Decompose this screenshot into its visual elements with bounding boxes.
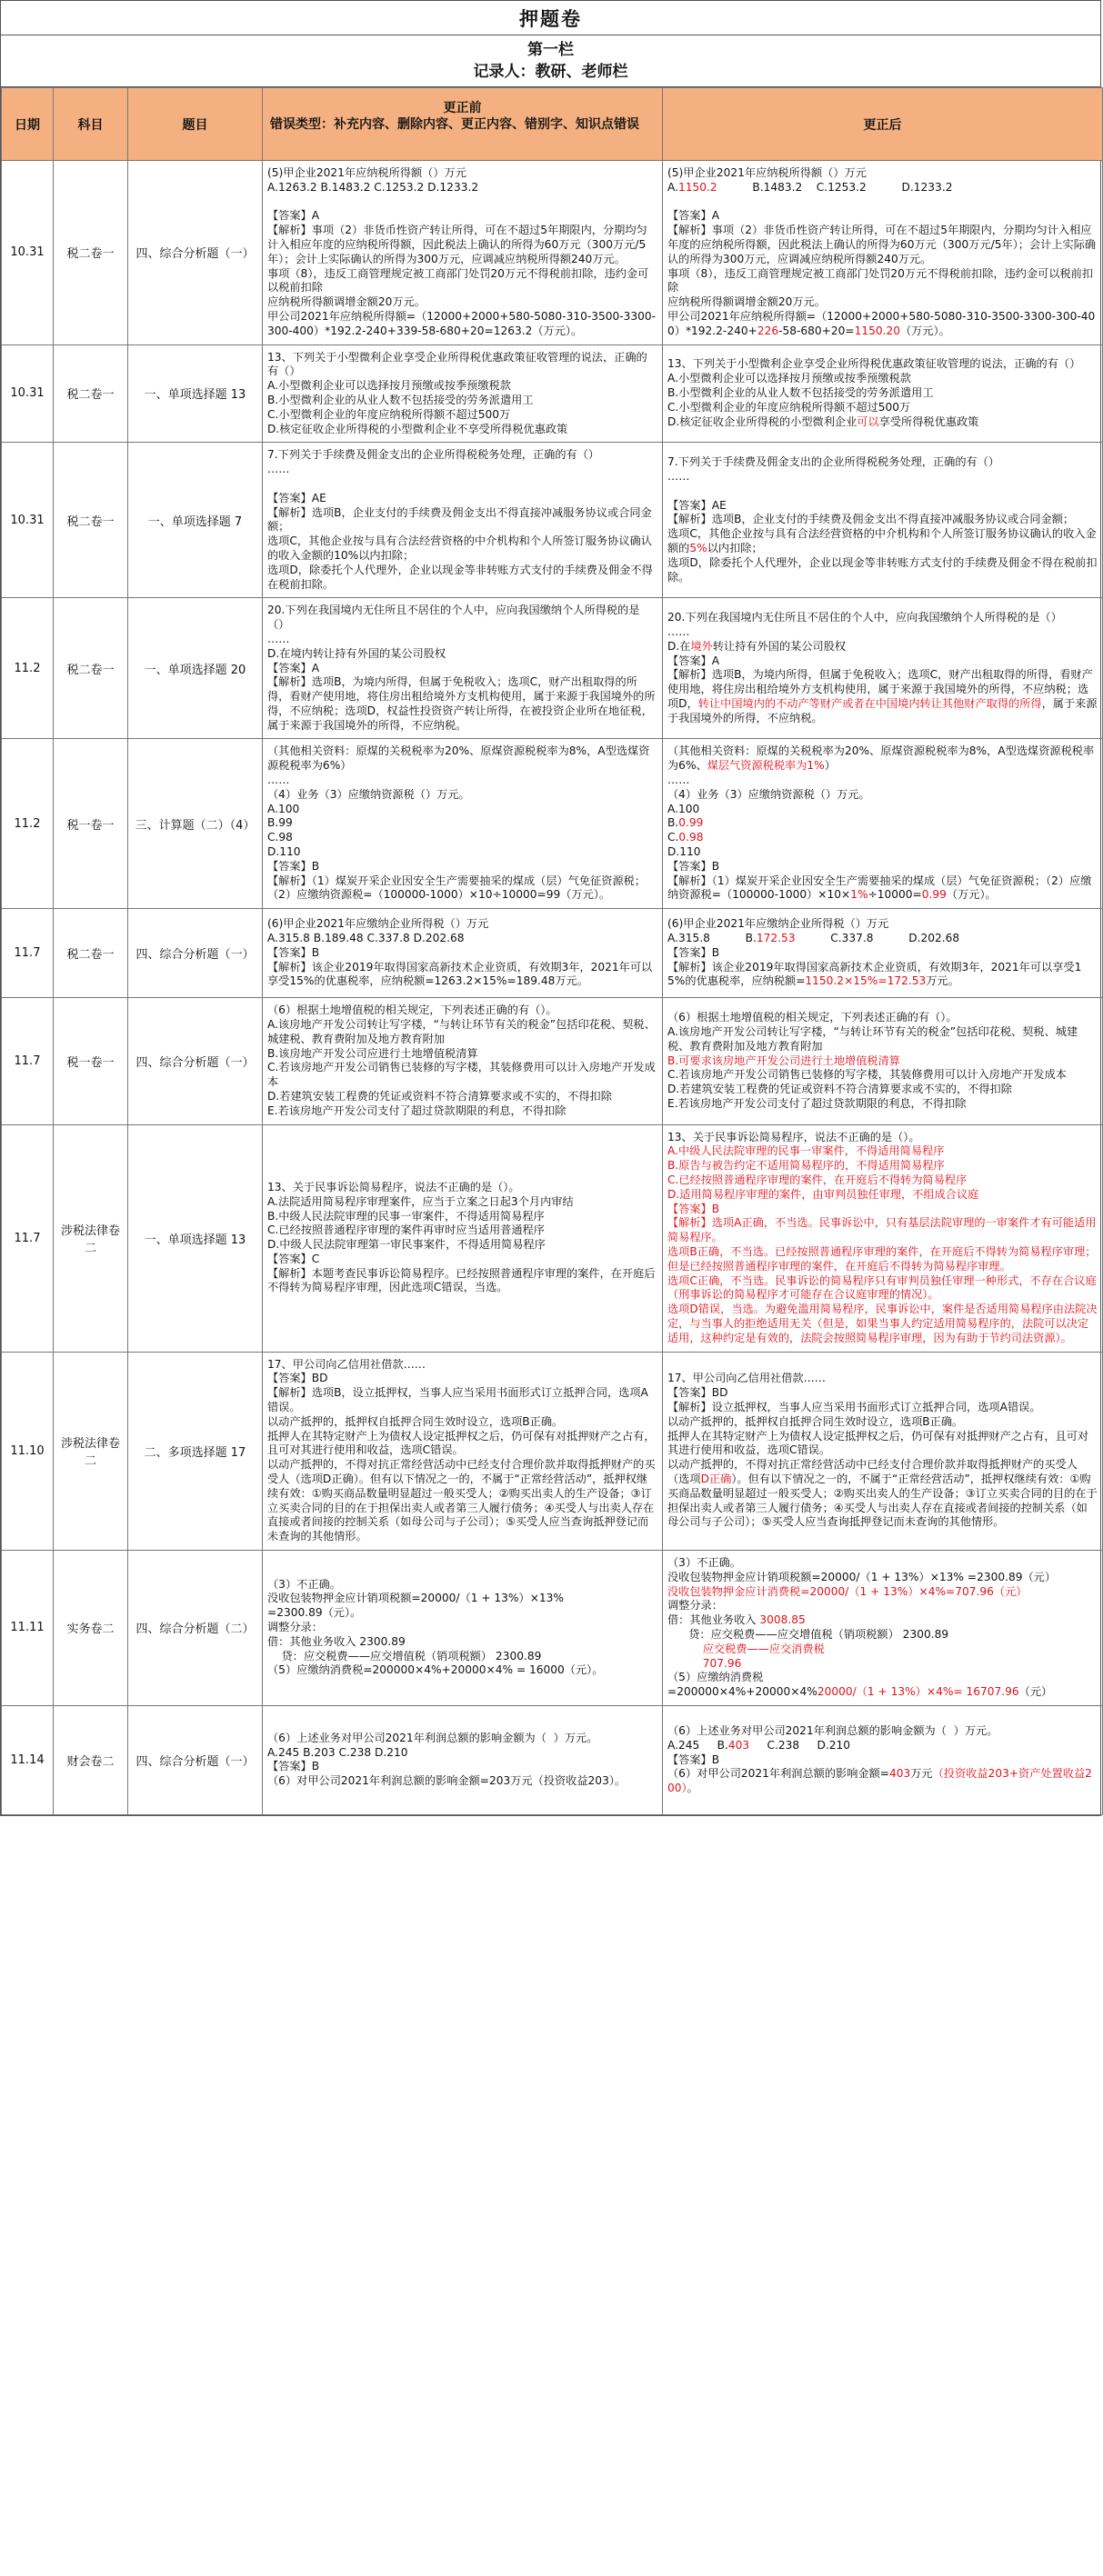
cell-date: 11.2 (2, 598, 54, 739)
text-segment: （6）根据土地增值税的相关规定，下列表述正确的有（）。 A.该房地产开发公司转让写字楼，“与转让环节有关的税金”包括印花税、契税、城建税、教育费附加及地方教育附加 B.该房地产开发公司应进行土地增值税清算 C.若该房地产开发公司销售已装修的写字楼，其装修费用可以计入房地产开发成本 D.若建筑安装工程费的凭证或资料不符合清算要求或不实的，不得扣除 E.若该房地产开发公司支付了超过贷款期限的利息，不得扣除 (267, 1003, 656, 1117)
highlighted-text: 应交税费——应交消费税 707.96 (702, 1642, 825, 1670)
cell-before (263, 161, 663, 345)
cell-date: 11.10 (2, 1352, 54, 1550)
text-segment: （6）上述业务对甲公司2021年利润总额的影响金额为（ ）万元。 A.245 B.203 C.238 D.210 【答案】B （6）对甲公司2021年利润总额的影响金额=203万元（投资收益203）。 (267, 1731, 627, 1788)
highlighted-text: 煤层气资源税税率为1% (707, 759, 825, 773)
recorder-label: 记录人：教研、老师栏 (473, 63, 628, 81)
text-segment: 7.下列关于手续费及佣金支出的企业所得税税务处理，正确的有（） …… 【答案】AE 【解析】选项B，企业支付的手续费及佣金支出不得直接冲减服务协议或合同金额； 选项C，其他企业按与具有合法经营资格的中介机构和个人所签订服务协议确认的收入金额的10%以内扣除； 选项D，除委托个人代理外，企业以现金等非转账方式支付的手续费及佣金不得在税前扣除。 (267, 448, 653, 591)
text-segment: ）。但有以下情况之一的，不属于“正常经营活动”，抵押权继续有效：①购买商品数量明显超过一般买受人；②购买出卖人的生产设备；③订立买卖合同的目的在于担保出卖人或者第三人履行债务；④买受人与出卖人存在直接或者间接的控制关系（如母公司与子公司）；⑤买受人应当查询抵押登记而未查询的其他情形。 (667, 1472, 1098, 1529)
cell-before (263, 1705, 663, 1814)
text-segment: (6)甲企业2021年应缴纳企业所得税（）万元 A.315.8 B. (667, 917, 889, 945)
cell-question: 四、综合分析题（一） (128, 998, 263, 1124)
cell-question: 一、单项选择题 20 (128, 598, 263, 739)
highlighted-text: 0.99 (921, 888, 947, 902)
text-segment: 调整分录： 借：其他业务收入 (667, 1599, 757, 1627)
text-segment: 万元 (910, 1767, 933, 1781)
highlighted-text: 5% (689, 542, 707, 555)
text-segment: （元） (1018, 1685, 1053, 1699)
doc-title: 押题卷 (1, 1, 1100, 35)
cell-question: 四、综合分析题（一） (128, 909, 263, 998)
text-segment: 以内扣除； 选项D，除委托个人代理外，企业以现金等非转账方式支付的手续费及佣金不得在税前扣除。 (667, 542, 1098, 584)
table-row (2, 1352, 1103, 1550)
highlighted-text: （投资收益203+资产处置收益200） (667, 1767, 1092, 1795)
cell-after (663, 1550, 1103, 1705)
text-segment: 转让持有外国的某公司股权 【答案】A 【解析】选项B，为境内所得，但属于免税收入；选项C，财产出租取得的所得，看财产使用地，将住房出租给境外方支机构使用，属于来源于我国境外的所得，不应纳税；选项D， (667, 639, 1093, 710)
text-segment: 17、甲公司向乙信用社借款…… 【答案】BD 【解析】选项B，设立抵押权，当事人应当采用书面形式订立抵押合同，选项A错误。 以动产抵押的，抵押权自抵押合同生效时设立，选项B正确。 抵押人在其特定财产上为债权人设定抵押权之后，仍可保有对抵押财产之占有，且可对其进行使用和收益，选项C错误。 以动产抵押的，不得对抗正常经营活动中已经支付合理价款并取得抵押财产的买受人（选项D正确）。但有以下情况之一的，不属于“正常经营活动”，抵押权继续有效：①购买商品数量明显超过一般买受人；②购买出卖人的生产设备；③订立买卖合同的目的在于担保出卖人或者第三人履行债务；④买受人与出卖人存在直接或者间接的控制关系（如母公司与子公司）；⑤买受人应当查询抵押登记而未查询的其他情形。 (267, 1357, 656, 1543)
cell-before (263, 344, 663, 443)
cell-question: 三、计算题（二）（4） (128, 739, 263, 909)
cell-question: 一、单项选择题 13 (128, 344, 263, 443)
highlighted-text: 转让中国境内的不动产等财产或者在中国境内转让其他财产取得的所得 (697, 696, 1042, 710)
header-question: 题目 (128, 88, 263, 161)
cell-date: 11.7 (2, 998, 54, 1124)
highlighted-text: 3008.85 (759, 1613, 806, 1627)
text-segment: (5)甲企业2021年应纳税所得额（）万元 A. (667, 166, 867, 194)
cell-subject: 税一卷一 (54, 998, 128, 1124)
cell-before (263, 443, 663, 598)
cell-date: 11.11 (2, 1550, 54, 1705)
cell-before (263, 739, 663, 909)
header-after: 更正后 (663, 88, 1103, 161)
header-before-types: 错误类型：补充内容、删除内容、更正内容、错别字、知识点错误 (270, 116, 639, 132)
text-segment: -58-680+20= (778, 324, 855, 337)
text-segment: （5）应缴纳消费税 =200000×4%+20000×4% (667, 1671, 817, 1699)
header-subject: 科目 (54, 88, 128, 161)
highlighted-text: 403 (888, 1767, 911, 1781)
cell-date: 10.31 (2, 443, 54, 598)
table-row (2, 739, 1103, 909)
highlighted-text: 403 (727, 1738, 750, 1752)
text-segment: (6)甲企业2021年应缴纳企业所得税（）万元 A.315.8 B.189.48 C.337.8 D.202.68 【答案】B 【解析】该企业2019年取得国家高新技术企业资质，有效期3年，2021年可以享受15%的优惠税率，应纳税额=1263.2×15%=189.48万元。 (267, 917, 653, 988)
text-segment: C. (667, 831, 679, 844)
cell-before (263, 598, 663, 739)
cell-question: 一、单项选择题 13 (128, 1124, 263, 1352)
cell-subject: 涉税法律卷二 (54, 1124, 128, 1352)
text-segment: ） …… （4）业务（3）应缴纳资源税（）万元。 A.100 B. (667, 759, 870, 830)
text-segment: 贷：应交税费——应交增值税（销项税额） 2300.89 (688, 1627, 949, 1641)
text-segment: 万元。 (926, 974, 959, 988)
table-header-row (2, 88, 1103, 161)
highlighted-text: A.中级人民法院审理的民事一审案件，不得适用简易程序 B.原告与被告约定不适用简易程序的，不得适用简易程序 C.已经按照普通程序审理的案件，在开庭后不得转为简易程序 D.适用简易程序审理的案件，由审判员独任审理，不组成合议庭 【答案】B 【解析】选项A正确，不当选。民事诉讼中，只有基层法院审理的一审案件才有可能适用简易程序。 选项B正确，不当选。已经按照普通程序审理的案件，在开庭后不得转为简易程序审理；但是已经按照普通程序审理的案件，在开庭后不得转为简易程序审理。 选项C正确，不当选。民事诉讼的简易程序只有审判员独任审理一种形式，不存在合议庭（刑事诉讼的简易程序才可能存在合议庭审理的情况）。 选项D错误，当选。为避免滥用简易程序，民事诉讼中，案件是否适用简易程序由法院决定，与当事人的拒绝适用无关（但是，如果当事人约定适用简易程序的，法院可以决定适用，这种约定是有效的，法院会按照简易程序审理，因为有助于节约司法资源）。 (667, 1144, 1098, 1344)
cell-before (263, 1352, 663, 1550)
header-before (263, 88, 663, 161)
cell-before (263, 1550, 663, 1705)
highlighted-text: 0.99 (678, 816, 704, 830)
highlighted-text: 1150.2×15%=172.53 (805, 974, 927, 988)
cell-subject: 实务卷二 (54, 1550, 128, 1705)
text-segment: 。 (687, 1782, 698, 1795)
header-date: 日期 (2, 88, 54, 161)
highlighted-text: 没收包装物押金应计消费税=20000/（1 + 13%）×4%=707.96（元） (667, 1584, 1028, 1598)
cell-subject: 税二卷一 (54, 909, 128, 998)
cell-after (663, 1352, 1103, 1550)
highlighted-text: 0.98 (678, 831, 704, 844)
highlighted-text: 可以 (857, 414, 879, 428)
cell-date: 10.31 (2, 344, 54, 443)
header-before-title: 更正前 (443, 100, 482, 115)
table-row (2, 1124, 1103, 1352)
highlighted-text: D正确 (700, 1472, 732, 1485)
cell-question: 一、单项选择题 7 (128, 443, 263, 598)
text-segment: 13、下列关于小型微利企业享受企业所得税优惠政策征收管理的说法，正确的有（） A.小型微利企业可以选择按月预缴或按季预缴税款 B.小型微利企业的从业人数不包括接受的劳务派遣用工 C.小型微利企业的年度应纳税所得额不超过500万 D.核定征收企业所得税的小型微利企业不享受所得税优惠政策 (267, 350, 647, 435)
highlighted-text: 1150.20 (854, 324, 900, 337)
cell-date: 11.7 (2, 1124, 54, 1352)
cell-after (663, 739, 1103, 909)
text-segment: （万元）。 (899, 324, 950, 337)
text-segment: 享受所得税优惠政策 (878, 414, 979, 428)
cell-date: 11.14 (2, 1705, 54, 1814)
cell-after (663, 998, 1103, 1124)
cell-question: 四、综合分析题（一） (128, 1705, 263, 1814)
text-segment: 7.下列关于手续费及佣金支出的企业所得税税务处理，正确的有（） …… 【答案】AE 【解析】选项B，企业支付的手续费及佣金支出不得直接冲减服务协议或合同金额； 选项C，其他企业按与具有合法经营资格的中介机构和个人所签订服务协议确认的收入金额的 (667, 455, 1097, 555)
text-segment: 20.下列在我国境内无住所且不居住的个人中，应向我国缴纳个人所得税的是（） …… D.在 (667, 611, 1062, 653)
text-segment: ÷10000= (867, 888, 922, 902)
table-row (2, 598, 1103, 739)
text-segment: 13、下列关于小型微利企业享受企业所得税优惠政策征收管理的说法，正确的有（） A.小型微利企业可以选择按月预缴或按季预缴税款 B.小型微利企业的从业人数不包括接受的劳务派遣用工 C.小型微利企业的年度应纳税所得额不超过500万 D.核定征收企业所得税的小型微利企业 (667, 357, 1081, 428)
cell-after (663, 344, 1103, 443)
highlighted-text: 境外 (690, 639, 713, 653)
table-row (2, 909, 1103, 998)
highlighted-text: 20000/（1 + 13%）×4%= 16707.96 (817, 1685, 1019, 1699)
highlighted-text: B.可要求该房地产开发公司进行土地增值税清算 (667, 1053, 900, 1067)
text-segment: D.110 【答案】B 【解析】（1）煤炭开采企业因安全生产需要抽采的煤成（层）气免征资源税；（2）应缴纳资源税=（100000-1000）×10× (667, 845, 1092, 902)
text-segment: （其他相关资料：原煤的关税税率为20%、原煤资源税税率为8%，A型选煤资源税税率为6%、 (667, 744, 1095, 773)
text-segment: （6）上述业务对甲公司2021年利润总额的影响金额为（ ）万元。 A.245 B. (667, 1723, 998, 1752)
cell-before (263, 909, 663, 998)
cell-after (663, 443, 1103, 598)
table-row (2, 443, 1103, 598)
text-segment: （6）根据土地增值税的相关规定，下列表述正确的有（）。 A.该房地产开发公司转让写字楼，“与转让环节有关的税金”包括印花税、契税、城建税、教育费附加及地方教育附加 (667, 1011, 1078, 1053)
cell-subject: 税二卷一 (54, 598, 128, 739)
cell-after (663, 1705, 1103, 1814)
table-body (2, 161, 1103, 1815)
correction-table (1, 87, 1103, 1815)
table-row (2, 344, 1103, 443)
table-row (2, 161, 1103, 345)
text-segment: ，属于来源于我国境外的所得，不应纳税。 (667, 696, 1098, 724)
cell-after (663, 1124, 1103, 1352)
text-segment: 13、关于民事诉讼简易程序，说法不正确的是（）。 A.法院适用简易程序审理案件，应当于立案之日起3个月内审结 B.中级人民法院审理的民事一审案件，不得适用简易程序 C.已经按照普通程序审理的案件再审时应当适用普通程序 D.中级人民法院审理第一审民事案件，不得适用简易程序 【答案】C 【解析】本题考查民事诉讼简易程序。已经按照普通程序审理的案件，在开庭后不得转为简易程序审理，因此选项C错误，当选。 (267, 1180, 656, 1294)
cell-before (263, 1124, 663, 1352)
cell-subject: 税二卷一 (54, 344, 128, 443)
text-segment: （万元）。 (946, 888, 997, 902)
highlighted-text: 1150.2 (678, 180, 717, 194)
text-segment: C.238 D.210 【答案】B （6）对甲公司2021年利润总额的影响金额= (667, 1738, 889, 1781)
cell-date: 11.7 (2, 909, 54, 998)
highlighted-text: 1% (850, 888, 868, 902)
cell-subject: 财会卷二 (54, 1705, 128, 1814)
highlighted-text: 172.53 (756, 932, 796, 945)
table-row (2, 1550, 1103, 1705)
cell-subject: 税二卷一 (54, 443, 128, 598)
cell-date: 11.2 (2, 739, 54, 909)
cell-question: 二、多项选择题 17 (128, 1352, 263, 1550)
cell-after (663, 161, 1103, 345)
cell-subject: 税一卷一 (54, 739, 128, 909)
text-segment: B.1483.2 C.1253.2 D.1233.2 【答案】A 【解析】事项（2）非货币性资产转让所得，可在不超过5年期限内，分期均匀计入相应年度的应纳税所得额，因此税法上确认的所得为60万元（300万元/5年）；会计上实际确认的所得为300万元，应调减应纳税所得额240万元。 事项（8），违反工商管理规定被工商部门处罚20万元不得税前扣除，违约金可以税前扣除 应纳税所得额调增金额20万元。 甲公司2021年应纳税所得额=（12000+2000+580-5080-310-3500-3300-300-400）*192.2-240+ (667, 180, 1097, 337)
text-segment: 20.下列在我国境内无住所且不居住的个人中，应向我国缴纳个人所得税的是（） …… D.在境内转让持有外国的某公司股权 【答案】A 【解析】选项B，为境内所得，但属于免税收入；选项C，财产出租取得的所得，看财产使用地，将住房出租给境外方支机构使用，属于来源于我国境外的所得，不应纳税；选项D，权益性投资资产转让所得，在被投资企业所在地征税，属于来源于我国境外的所得，不应纳税。 (267, 604, 656, 732)
cell-after (663, 598, 1103, 739)
cell-subject: 税二卷一 (54, 161, 128, 345)
text-segment: （3）不正确。 没收包装物押金应计销项税额=20000/（1 + 13%）×13% =2300.89（元） (667, 1555, 1057, 1583)
cell-before (263, 998, 663, 1124)
cell-question: 四、综合分析题（二） (128, 1550, 263, 1705)
text-segment: 17、甲公司向乙信用社借款…… 【答案】BD 【解析】设立抵押权，当事人应当采用书面形式订立抵押合同，选项A错误。 以动产抵押的，抵押权自抵押合同生效时设立，选项B正确。 抵押人在其特定财产上为债权人设定抵押权之后，仍可保有对抵押财产之占有，且可对其进行使用和收益，选项C错误。 以动产抵押的，不得对抗正常经营活动中已经支付合理价款并取得抵押财产的买受人（选项 (667, 1372, 1089, 1485)
doc-subheader (1, 35, 1100, 87)
text-segment: (5)甲企业2021年应纳税所得额（）万元 A.1263.2 B.1483.2 C.1253.2 D.1233.2 【答案】A 【解析】事项（2）非货币性资产转让所得，可在不超过5年期限内，分期均匀计入相应年度的应纳税所得额，因此税法上确认的所得为60万元（300万元/5年）；会计上实际确认的所得为300万元，应调减应纳税所得额240万元。 事项（8），违反工商管理规定被工商部门处罚20万元不得税前扣除，违约金可以税前扣除 应纳税所得额调增金额20万元。 甲公司2021年应纳税所得额=（12000+2000+580-5080-310-3500-3300-300-400）*192.2-240+339-58-680+20=1263.2（万元）。 (267, 166, 657, 337)
table-row (2, 998, 1103, 1124)
text-segment: 13、关于民事诉讼简易程序，说法不正确的是（）。 (667, 1130, 920, 1143)
cell-after (663, 909, 1103, 998)
cell-date: 10.31 (2, 161, 54, 345)
table-row (2, 1705, 1103, 1814)
cell-question: 四、综合分析题（一） (128, 161, 263, 345)
text-segment: （3）不正确。 没收包装物押金应计销项税额=20000/（1 + 13%）×13% =2300.89（元）。 调整分录： 借：其他业务收入 2300.89 贷：应交税费——应交增值税（销项税额） 2300.89 （5）应缴纳消费税=200000×4%+20000×4% = 16000（元）。 (267, 1577, 604, 1677)
text-segment: （其他相关资料：原煤的关税税率为20%、原煤资源税税率为8%，A型选煤资源税税率为6%） …… （4）业务（3）应缴纳资源税（）万元。 A.100 B.99 C.98 D.110 【答案】B 【解析】（1）煤炭开采企业因安全生产需要抽采的煤成（层）气免征资源税；（2）应缴纳资源税=（100000-1000）×10÷10000=99（万元）。 (267, 744, 650, 902)
highlighted-text: 226 (757, 324, 779, 337)
text-segment: C.337.8 D.202.68 【答案】B 【解析】该企业2019年取得国家高新技术企业资质，有效期3年，2021年可以享受15%的优惠税率，应纳税额= (667, 932, 1082, 988)
cell-subject: 涉税法律卷二 (54, 1352, 128, 1550)
text-segment: C.若该房地产开发公司销售已装修的写字楼，其装修费用可以计入房地产开发成本 D.若建筑安装工程费的凭证或资料不符合清算要求或不实的，不得扣除 E.若该房地产开发公司支付了超过贷款期限的利息，不得扣除 (667, 1068, 1067, 1110)
section-label: 第一栏 (527, 41, 574, 59)
